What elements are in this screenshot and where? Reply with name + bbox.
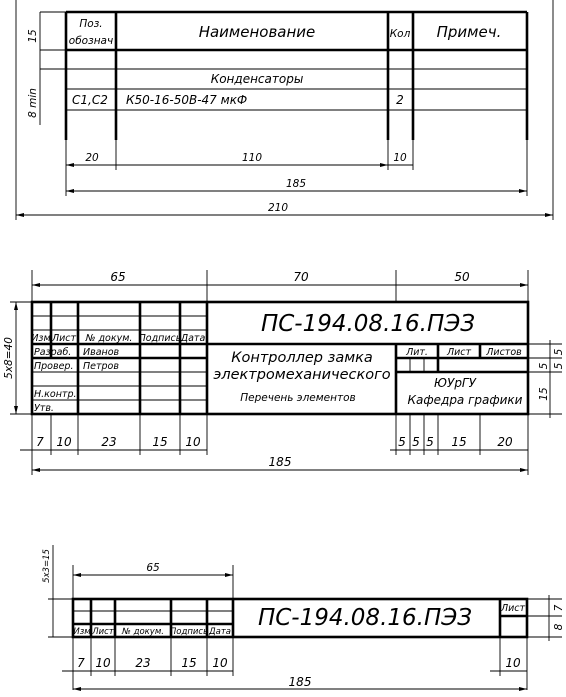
role-appr: Утв.	[34, 403, 54, 414]
header-pos-label: Поз.	[79, 18, 103, 30]
small-sheet-label: Лист	[500, 603, 526, 614]
dim-table-width: 185	[285, 178, 307, 190]
group-title: Конденсаторы	[210, 72, 304, 86]
role-norm: Н.контр.	[34, 389, 77, 400]
small-col-list: Лист	[92, 627, 114, 637]
sheets-label: Листов	[486, 347, 522, 358]
row-qty: 2	[396, 93, 404, 107]
dim-c2: 10	[56, 435, 72, 449]
name-dev: Иванов	[83, 347, 120, 358]
dim-row-height: 8 min	[27, 88, 39, 118]
col-izm-label: Изм	[31, 333, 51, 344]
header-pos-label-2: обознач	[68, 35, 114, 47]
small-dim-sheet: 10	[505, 656, 521, 670]
header-name-label: Наименование	[198, 23, 316, 41]
small-dim-h2: 8	[553, 623, 565, 631]
col-doc-label: № докум.	[85, 333, 133, 344]
dim-c3: 23	[101, 435, 117, 449]
spec-table	[16, 0, 553, 220]
dim-c1: 7	[36, 435, 44, 449]
row-name: К50-16-50В-47 мкФ	[126, 93, 248, 107]
header-note-label: Примеч.	[436, 23, 502, 41]
dim-h3: 5	[553, 362, 565, 370]
dim-c5: 10	[185, 435, 201, 449]
small-dim-top: 65	[146, 562, 160, 574]
small-col-sign: Подпись	[169, 627, 209, 637]
dim-r1: 5	[398, 435, 406, 449]
small-dim-c4: 15	[181, 656, 197, 670]
dim-h1: 5	[553, 348, 565, 356]
dim-left: 65	[110, 270, 126, 284]
dim-r4: 15	[451, 435, 467, 449]
organization-line-1: ЮУрГУ	[434, 376, 476, 390]
dim-r5: 20	[497, 435, 513, 449]
small-dim-c3: 23	[135, 656, 151, 670]
dim-col-qty: 10	[393, 152, 407, 164]
dim-r3: 5	[426, 435, 434, 449]
dim-col-pos: 20	[85, 152, 99, 164]
small-dim-c1: 7	[77, 656, 85, 670]
small-dim-c5: 10	[212, 656, 228, 670]
small-title-block	[42, 545, 565, 690]
name-check: Петров	[83, 361, 119, 372]
dim-h4: 15	[538, 387, 550, 401]
organization-line-2: Кафедра графики	[407, 393, 523, 407]
dim-total: 185	[268, 455, 292, 469]
dim-col-name: 110	[241, 152, 263, 164]
small-dim-c2: 10	[95, 656, 111, 670]
small-dim-rows: 5x3=15	[42, 549, 52, 583]
small-col-doc: № докум.	[122, 627, 164, 637]
dim-sheet-width: 210	[267, 202, 289, 214]
small-col-date: Дата	[208, 627, 232, 637]
row-pos: С1,С2	[72, 93, 108, 107]
sheet-label: Лист	[446, 347, 472, 358]
dim-c4: 15	[152, 435, 168, 449]
role-check: Провер.	[34, 361, 74, 372]
document-designation: ПС-194.08.16.ПЭЗ	[260, 311, 476, 337]
dim-header-height: 15	[27, 29, 39, 43]
small-dim-h1: 7	[553, 604, 565, 612]
role-dev: Разраб.	[34, 347, 72, 358]
title-line-2: электромеханического	[213, 367, 391, 383]
title-line-1: Контроллер замка	[231, 350, 373, 366]
col-list-label: Лист	[51, 333, 77, 344]
dim-h2: 5	[538, 362, 550, 370]
small-col-izm: Изм	[73, 627, 91, 637]
dim-r2: 5	[412, 435, 420, 449]
doc-type-label: Перечень элементов	[240, 392, 356, 404]
dim-mid: 70	[293, 270, 309, 284]
title-block	[3, 270, 565, 475]
small-dim-total: 185	[288, 675, 312, 689]
lit-label: Лит.	[406, 347, 428, 358]
dim-right: 50	[454, 270, 470, 284]
dim-rows: 5x8=40	[3, 337, 15, 379]
header-qty-label: Кол	[389, 28, 411, 40]
small-designation: ПС-194.08.16.ПЭЗ	[257, 605, 473, 631]
col-sign-label: Подпись	[138, 333, 182, 344]
col-date-label: Дата	[180, 333, 206, 344]
